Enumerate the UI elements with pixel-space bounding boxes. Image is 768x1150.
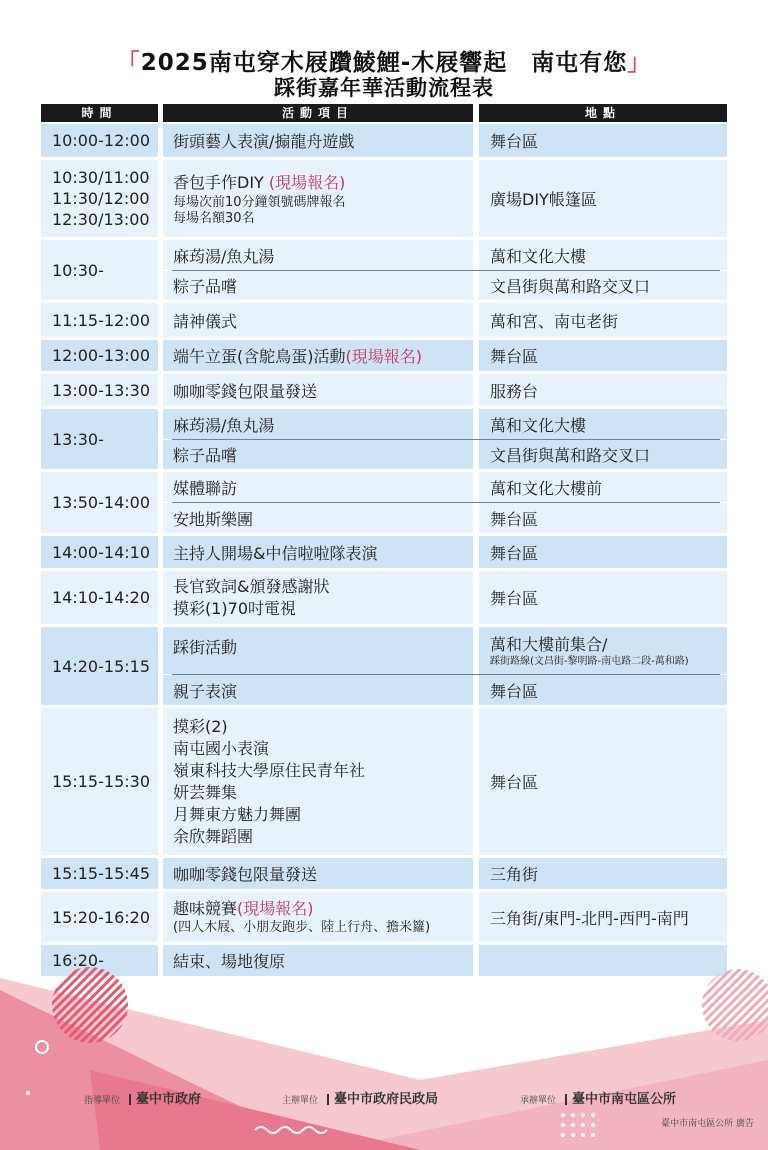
row-location: 萬和宮、南屯老街: [479, 303, 727, 337]
row-activity: 踩街活動: [163, 627, 473, 674]
row-activity: [163, 571, 473, 624]
guide-label: 指導單位: [84, 1096, 121, 1106]
host-name: 臺中市政府民政局: [334, 1092, 439, 1107]
row-activity: 請神儀式: [163, 303, 473, 337]
row-activity: 麻荺湯/魚丸湯: [163, 409, 473, 439]
activity-text: 摸彩(2): [173, 716, 228, 736]
row-time: 13:50-14:00: [41, 472, 158, 533]
activity-note: 每場名額30名: [173, 210, 255, 226]
onsite-signup-tag: (現場報名): [237, 899, 314, 918]
row-location: [479, 627, 727, 674]
row-location: 舞台區: [479, 675, 727, 705]
footer-decoration: [0, 960, 768, 1150]
activity-text: 月舞東方魅力舞團: [173, 804, 302, 824]
page-subtitle: 踩街嘉年華活動流程表: [274, 76, 494, 100]
organizer-name: 臺中市南屯區公所: [572, 1092, 677, 1107]
ad-credit: 臺中市南屯區公所 廣告: [661, 1119, 754, 1129]
activity-note: 每場次前10分鐘領號碼牌報名: [173, 194, 346, 210]
row-time: 15:15-15:45: [41, 858, 158, 889]
activity-text: 端午立蛋(含鴕鳥蛋)活動: [173, 347, 346, 366]
onsite-signup-tag: (現場報名): [268, 172, 346, 192]
row-location: 萬和文化大樓: [479, 409, 727, 439]
separator-bar: [129, 1094, 131, 1105]
row-location: 三角街/東門-北門-西門-南門: [479, 892, 727, 942]
row-location: 萬和文化大樓前: [479, 472, 727, 502]
row-location: 舞台區: [479, 124, 727, 157]
row-activity: [163, 160, 473, 237]
row-time: 15:15-15:30: [41, 708, 158, 855]
row-time: 16:20-: [41, 945, 158, 976]
row-location: 舞台區: [479, 571, 727, 624]
row-time: 15:20-16:20: [41, 892, 158, 942]
activity-note: (四人木屐、小朋友跑步、陸上行舟、擔米籮): [173, 920, 431, 935]
activity-text: 香包手作DIY: [173, 172, 269, 192]
row-activity: 親子表演: [163, 675, 473, 705]
host-label: 主辦單位: [282, 1096, 319, 1106]
row-activity: 街頭藝人表演/搧龍舟遊戲: [163, 124, 473, 157]
title-open-bracket: 「: [116, 50, 141, 76]
activity-text: 嶺東科技大學原住民青年社: [173, 760, 366, 780]
row-time: 14:00-14:10: [41, 536, 158, 568]
separator-bar: [565, 1094, 567, 1105]
row-activity: 媒體聯訪: [163, 472, 473, 502]
row-location: 舞台區: [479, 503, 727, 533]
row-location: 舞台區: [479, 536, 727, 568]
route-note: 踩街路線(文昌街-黎明路-南屯路二段-萬和路): [490, 656, 689, 667]
organizer-label: 承辦單位: [520, 1096, 557, 1106]
row-time: 11:15-12:00: [41, 303, 158, 337]
row-location: 萬和文化大樓: [479, 240, 727, 270]
row-activity: 咖咖零錢包限量發送: [163, 858, 473, 889]
time-slot: 10:30/11:00: [52, 168, 150, 187]
time-slot: 11:30/12:00: [52, 189, 150, 208]
footer-host: [282, 1088, 438, 1107]
header-activity: 活動項目: [163, 104, 473, 122]
row-time: 12:00-13:00: [41, 340, 158, 371]
row-location: 三角街: [479, 858, 727, 889]
row-time: [41, 160, 158, 237]
header-time: 時間: [41, 104, 158, 122]
activity-text: 余欣舞蹈團: [173, 826, 254, 846]
row-location: 文昌街與萬和路交叉口: [479, 271, 727, 300]
onsite-signup-tag: (現場報名): [345, 347, 422, 366]
activity-text: 長官致詞&頒發感謝狀: [173, 576, 330, 596]
header-location: 地點: [479, 104, 727, 122]
row-activity: [163, 892, 473, 942]
title-close-bracket: 」: [627, 50, 652, 76]
row-activity: [163, 708, 473, 855]
activity-text: 趣味競賽: [173, 899, 238, 918]
row-activity: [163, 340, 473, 371]
row-location: 廣場DIY帳篷區: [479, 160, 727, 237]
row-time: 10:30-: [41, 240, 158, 300]
row-time: 14:20-15:15: [41, 627, 158, 705]
row-activity: 粽子品嚐: [163, 440, 473, 469]
row-location: 文昌街與萬和路交叉口: [479, 440, 727, 469]
footer-guide: [84, 1088, 201, 1107]
activity-text: 南屯國小表演: [173, 738, 270, 758]
activity-text: 摸彩(1)70吋電視: [173, 598, 297, 618]
row-activity: 粽子品嚐: [163, 271, 473, 300]
row-time: 13:00-13:30: [41, 374, 158, 406]
row-time: 10:00-12:00: [41, 124, 158, 157]
row-location: 舞台區: [479, 708, 727, 855]
row-location: 舞台區: [479, 340, 727, 371]
footer-organizer: [520, 1088, 676, 1107]
row-activity: 安地斯樂團: [163, 503, 473, 533]
row-location: 服務台: [479, 374, 727, 406]
row-activity: 主持人開場&中信啦啦隊表演: [163, 536, 473, 568]
row-activity: 麻荺湯/魚丸湯: [163, 240, 473, 270]
time-slot: 12:30/13:00: [52, 210, 150, 229]
activity-text: 妍芸舞集: [173, 782, 238, 802]
title-line1: 2025南屯穿木屐躦鯪鯉-木屐響起 南屯有您: [140, 50, 628, 76]
row-time: 14:10-14:20: [41, 571, 158, 624]
row-time: 13:30-: [41, 409, 158, 469]
row-activity: 結束、場地復原: [163, 945, 473, 976]
location-text: 萬和大樓前集合/: [490, 635, 608, 654]
guide-name: 臺中市政府: [136, 1092, 202, 1107]
row-activity: 咖咖零錢包限量發送: [163, 374, 473, 406]
separator-bar: [327, 1094, 329, 1105]
